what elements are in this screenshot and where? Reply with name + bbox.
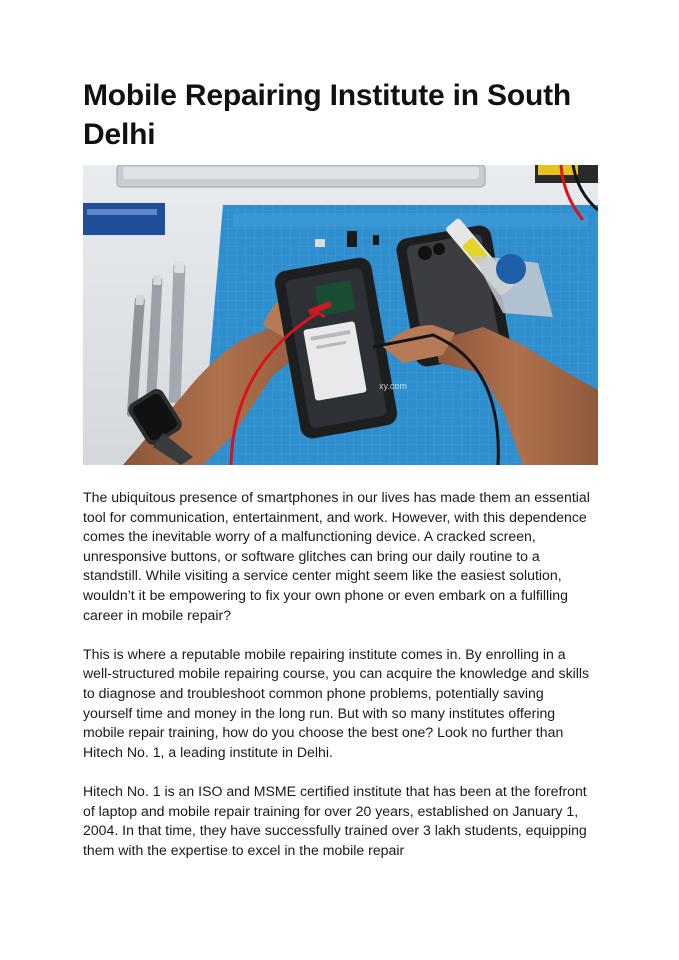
page-title: Mobile Repairing Institute in South Delhi — [83, 79, 571, 151]
blue-card — [83, 203, 165, 235]
watermark: xy.com — [379, 381, 407, 391]
paragraph: This is where a reputable mobile repairing institute comes in. By enrolling in a well-structured mobile repairing course, you can acquire the knowledge and skills to diagnose and troubleshoot common phone problems, potentially saving yourself time and money in the long run. But with so many institutes offering mobile repair training, how do you choose the best one? Look no further than Hitech No. 1, a leading institute in Delhi. — [83, 645, 590, 760]
paragraph: The ubiquitous presence of smartphones in our lives has made them an essential tool for communication, entertainment, and work. However, with this dependence comes the inevitable worry of a malfunctioning device. A cracked screen, unresponsive buttons, or software glitches can bring our daily routine to a standstill. While visiting a service center might seem like the easiest solution, wouldn’t it be empowering to fix your own phone or even embark on a fulfilling career in mobile repair? — [83, 489, 590, 623]
hero-image — [83, 165, 598, 465]
paragraph: Hitech No. 1 is an ISO and MSME certified institute that has been at the forefront of laptop and mobile repair training for over 20 years, established on January 1, 2004. In that time, they have successfully trained over 3 lakh students, equipping them with the expertise to excel in the mobile repair — [83, 782, 587, 858]
article-body — [83, 488, 593, 880]
